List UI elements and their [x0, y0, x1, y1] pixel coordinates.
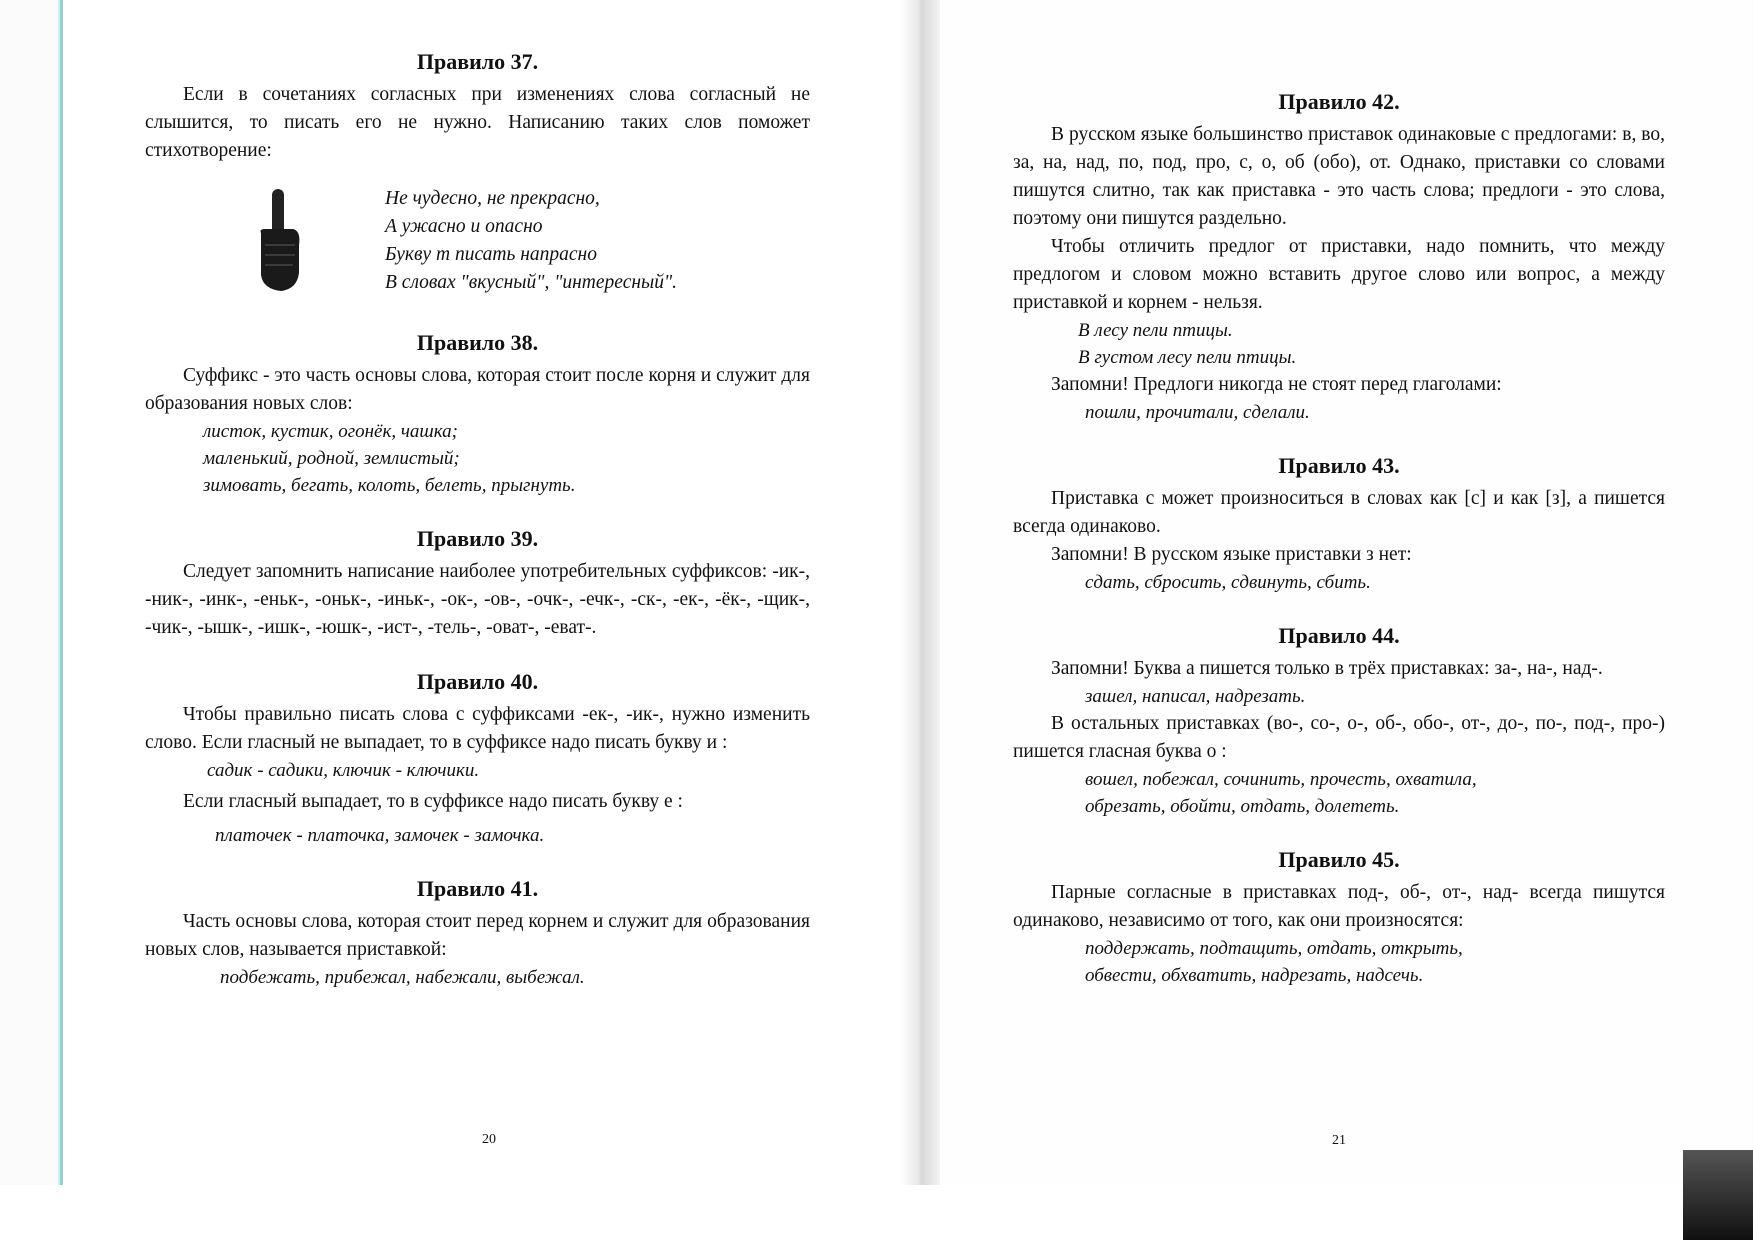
- rule-44-example-1: зашел, написал, надрезать.: [1085, 686, 1306, 707]
- right-column: [1013, 88, 1665, 1015]
- rule-40-text-1: Чтобы правильно писать слова с суффиксами -ек-, -ик-, нужно изменить слово. Если гласный не выпадает, то в суффиксе надо писать букву и :: [145, 704, 810, 753]
- poem-line: Букву т писать напрасно: [385, 244, 597, 265]
- rule-41-title: Правило 41.: [416, 876, 539, 901]
- rule-45: [1013, 846, 1665, 989]
- rule-42: [1013, 88, 1665, 426]
- scan-corner: [1683, 1150, 1753, 1240]
- rule-44-example-2: вошел, побежал, сочинить, прочесть, охватила,: [1085, 769, 1477, 790]
- page-number-left: 20: [482, 1132, 496, 1147]
- rule-44-text: В остальных приставках (во-, со-, о-, об-, обо-, от-, до-, по-, под-, про-) пишется гласная буква о :: [1013, 713, 1665, 762]
- rule-40-example-1: садик - садики, ключик - ключики.: [207, 760, 480, 781]
- rule-43-example: сдать, сбросить, сдвинуть, сбить.: [1085, 572, 1371, 593]
- example-line: зимовать, бегать, колоть, белеть, прыгнуть.: [203, 475, 576, 496]
- rule-43-text: Приставка с может произноситься в словах как [с] и как [з], а пишется всегда одинаково.: [1013, 488, 1665, 537]
- rule-40-example-2: платочек - платочка, замочек - замочка.: [215, 825, 545, 846]
- rule-45-text: Парные согласные в приставках под-, об-, от-, над- всегда пишутся одинаково, независимо от того, как они произносятся:: [1013, 882, 1665, 931]
- rule-40-text-2: Если гласный выпадает, то в суффиксе надо писать букву е :: [183, 791, 683, 812]
- left-column: [145, 48, 810, 1017]
- rule-37-poem: [385, 185, 677, 297]
- rule-38-text: Суффикс - это часть основы слова, которая стоит после корня и служит для образования новых слов:: [145, 365, 810, 414]
- rule-37: [145, 48, 810, 303]
- rule-43-remember: Запомни! В русском языке приставки з нет:: [1051, 544, 1412, 565]
- rule-42-example-1: В лесу пели птицы.: [1078, 320, 1233, 341]
- scan-margin: [0, 1185, 1753, 1240]
- rule-42-title: Правило 42.: [1278, 89, 1400, 114]
- rule-39: [145, 525, 810, 642]
- page-number-right: 21: [1332, 1133, 1346, 1148]
- rule-42-remember: Запомни! Предлоги никогда не стоят перед глаголами:: [1051, 374, 1502, 395]
- poem-line: Не чудесно, не прекрасно,: [385, 188, 600, 209]
- rule-44-example-3: обрезать, обойти, отдать, долететь.: [1085, 796, 1400, 817]
- rule-38-title: Правило 38.: [416, 330, 539, 355]
- rule-41-example: подбежать, прибежал, набежали, выбежал.: [220, 967, 585, 988]
- pointing-finger-icon: [255, 189, 303, 293]
- rule-44: [1013, 622, 1665, 820]
- rule-43-title: Правило 43.: [1278, 453, 1400, 478]
- rule-38-examples: [145, 418, 810, 499]
- rule-38: [145, 329, 810, 499]
- rule-40: [145, 668, 810, 849]
- example-line: листок, кустик, огонёк, чашка;: [203, 421, 458, 442]
- rule-44-title: Правило 44.: [1278, 623, 1400, 648]
- rule-45-title: Правило 45.: [1278, 847, 1400, 872]
- rule-42-text-2: Чтобы отличить предлог от приставки, надо помнить, что между предлогом и словом можно вставить другое слово или вопрос, а между приставкой и корнем - нельзя.: [1013, 236, 1665, 313]
- rule-40-title: Правило 40.: [416, 669, 539, 694]
- rule-42-example-2: В густом лесу пели птицы.: [1078, 347, 1297, 368]
- rule-42-text-1: В русском языке большинство приставок одинаковые с предлогами: в, во, за, на, над, по, под, про, с, о, об (обо), от. Однако, приставки со словами пишутся слитно, так как приставка - это часть слова; предлоги - это слова, поэтому они пишутся раздельно.: [1013, 124, 1665, 229]
- rule-41: [145, 875, 810, 991]
- poem-line: А ужасно и опасно: [385, 216, 543, 237]
- rule-42-example-3: пошли, прочитали, сделали.: [1085, 402, 1310, 423]
- rule-45-example-2: обвести, обхватить, надрезать, надсечь.: [1085, 965, 1424, 986]
- rule-44-remember: Запомни! Буква а пишется только в трёх приставках: за-, на-, над-.: [1051, 658, 1603, 679]
- rule-37-text: Если в сочетаниях согласных при изменениях слова согласный не слышится, то писать его не нужно. Написанию таких слов поможет стихотворение:: [145, 84, 810, 161]
- poem-line: В словах "вкусный", "интересный".: [385, 272, 678, 293]
- example-line: маленький, родной, землистый;: [203, 448, 460, 469]
- rule-37-poem-block: [145, 185, 810, 303]
- rule-37-title: Правило 37.: [416, 49, 539, 74]
- rule-39-text: Следует запомнить написание наиболее употребительных суффиксов: -ик-, -ник-, -инк-, -еньк-, -оньк-, -иньк-, -ок-, -ов-, -очк-, -ечк-, -ск-, -ек-, -ёк-, -щик-, -чик-, -ышк-, -ишк-, -юшк-, -ист-, -тель-, -оват-, -еват-.: [145, 561, 810, 638]
- book-gutter: [900, 0, 940, 1185]
- rule-41-text: Часть основы слова, которая стоит перед корнем и служит для образования новых слов, называется приставкой:: [145, 911, 810, 960]
- rule-45-example-1: поддержать, подтащить, отдать, открыть,: [1085, 938, 1463, 959]
- rule-39-title: Правило 39.: [416, 526, 539, 551]
- rule-43: [1013, 452, 1665, 596]
